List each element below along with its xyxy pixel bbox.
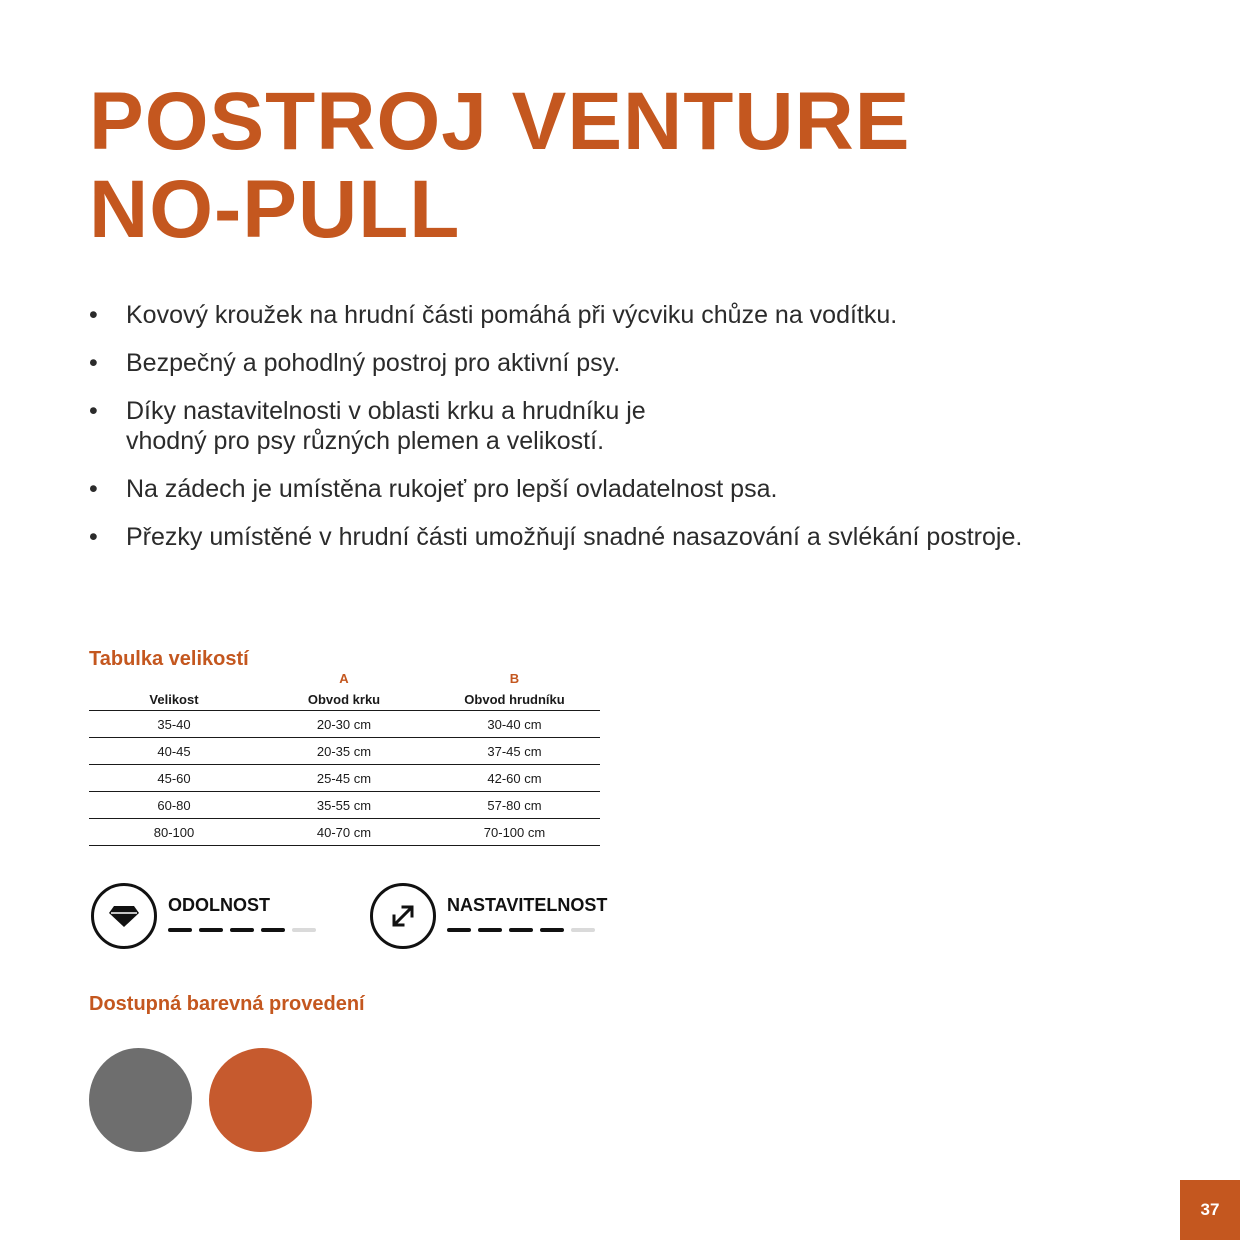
table-cell: 20-30 cm xyxy=(259,711,429,738)
size-table-heading: Tabulka velikostí xyxy=(89,648,249,670)
rating-dash-filled xyxy=(478,928,502,932)
list-item-text: Díky nastavitelnosti v oblasti krku a hrudníku je xyxy=(126,397,646,425)
table-header-row xyxy=(89,688,600,711)
rating-dash-filled xyxy=(261,928,285,932)
bullet-mark: • xyxy=(89,349,98,377)
page-title xyxy=(89,78,910,254)
list-item xyxy=(89,300,1189,330)
bullet-mark: • xyxy=(89,523,98,551)
table-cell: 40-70 cm xyxy=(259,819,429,846)
bullet-mark: • xyxy=(89,397,98,425)
list-item-text: Přezky umístěné v hrudní části umožňují snadné nasazování a svlékání postroje. xyxy=(126,523,1023,551)
title-line-1: POSTROJ VENTURE xyxy=(89,76,911,167)
rating-bar xyxy=(447,928,595,932)
resize-arrows-icon xyxy=(370,883,436,949)
rating-dash-empty xyxy=(292,928,316,932)
table-cell: 20-35 cm xyxy=(259,738,429,765)
table-cell: 35-40 xyxy=(89,711,259,738)
table-row xyxy=(89,819,600,846)
column-letter xyxy=(89,668,259,688)
column-letter-row xyxy=(89,668,600,688)
column-header: Obvod krku xyxy=(259,688,429,711)
table-cell: 40-45 xyxy=(89,738,259,765)
table-cell: 37-45 cm xyxy=(429,738,600,765)
table-cell: 60-80 xyxy=(89,792,259,819)
list-item xyxy=(89,474,1189,504)
rating-dash-filled xyxy=(168,928,192,932)
bullet-mark: • xyxy=(89,475,98,503)
color-swatch-grey[interactable] xyxy=(89,1048,192,1152)
table-cell: 80-100 xyxy=(89,819,259,846)
column-letter: B xyxy=(509,670,520,686)
bullet-mark: • xyxy=(89,301,98,329)
column-header: Velikost xyxy=(89,688,259,711)
table-cell: 45-60 xyxy=(89,765,259,792)
feature-list xyxy=(89,300,1189,570)
list-item xyxy=(89,522,1189,552)
list-item xyxy=(89,396,1189,456)
table-cell: 42-60 cm xyxy=(429,765,600,792)
table-cell: 35-55 cm xyxy=(259,792,429,819)
list-item-text: Na zádech je umístěna rukojeť pro lepší ovladatelnost psa. xyxy=(126,475,778,503)
table-row xyxy=(89,738,600,765)
rating-dash-filled xyxy=(540,928,564,932)
size-table xyxy=(89,668,600,846)
table-cell: 30-40 cm xyxy=(429,711,600,738)
table-cell: 57-80 cm xyxy=(429,792,600,819)
rating-dash-filled xyxy=(230,928,254,932)
rating-dash-filled xyxy=(447,928,471,932)
table-cell: 70-100 cm xyxy=(429,819,600,846)
color-swatch-orange[interactable] xyxy=(209,1048,312,1152)
rating-dash-filled xyxy=(199,928,223,932)
list-item-text: Bezpečný a pohodlný postroj pro aktivní psy. xyxy=(126,349,621,377)
rating-dash-empty xyxy=(571,928,595,932)
feature-label: NASTAVITELNOST xyxy=(447,895,608,915)
table-row xyxy=(89,792,600,819)
feature-label: ODOLNOST xyxy=(168,895,270,915)
column-header: Obvod hrudníku xyxy=(429,688,600,711)
colors-heading: Dostupná barevná provedení xyxy=(89,993,365,1015)
rating-bar xyxy=(168,928,316,932)
table-row xyxy=(89,765,600,792)
list-item-text: Kovový kroužek na hrudní části pomáhá při výcviku chůze na vodítku. xyxy=(126,301,898,329)
title-line-2: NO-PULL xyxy=(89,164,461,255)
page-number: 37 xyxy=(1180,1180,1240,1240)
table-cell: 25-45 cm xyxy=(259,765,429,792)
list-item xyxy=(89,348,1189,378)
table-row xyxy=(89,711,600,738)
rating-dash-filled xyxy=(509,928,533,932)
list-item-text: vhodný pro psy různých plemen a velikostí. xyxy=(126,427,605,455)
column-letter: A xyxy=(339,670,349,686)
diamond-icon xyxy=(91,883,157,949)
